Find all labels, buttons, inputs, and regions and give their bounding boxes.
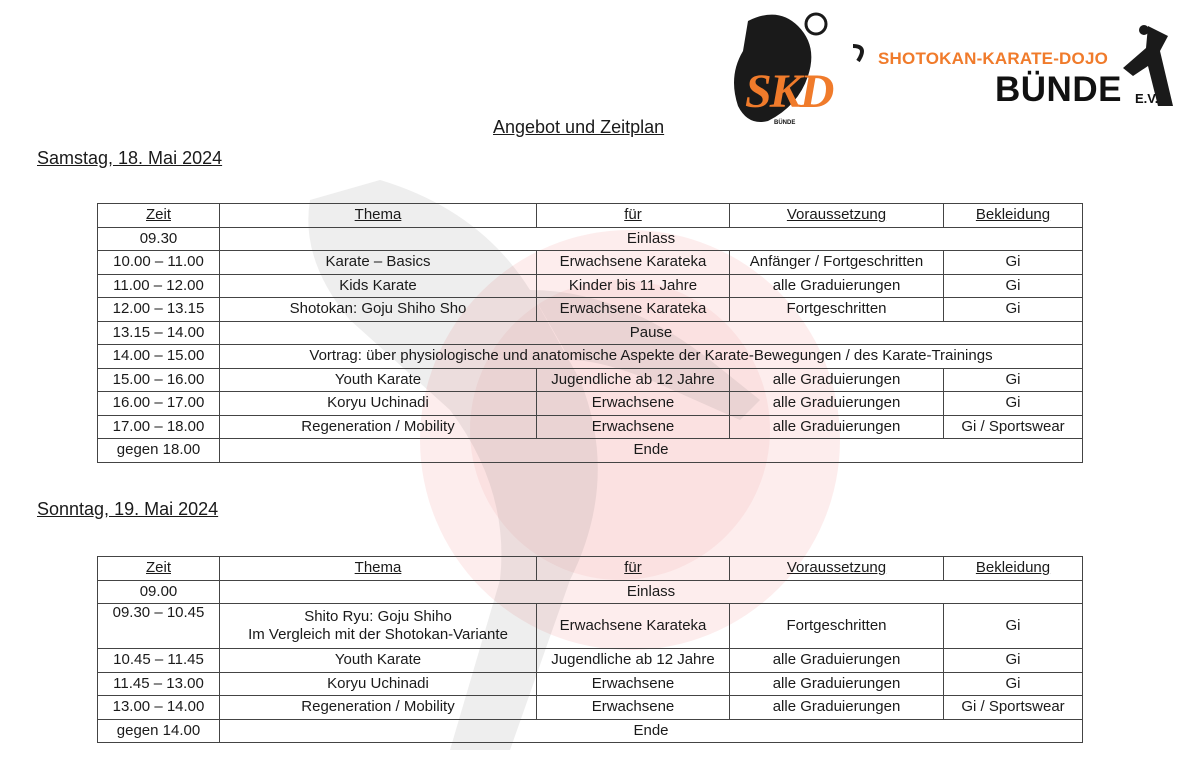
cell-bekleidung: Gi: [944, 392, 1083, 416]
cell-fuer: Erwachsene: [537, 696, 730, 720]
col-bekleidung-label: Bekleidung: [975, 206, 1051, 224]
cell-zeit: 14.00 – 15.00: [98, 345, 220, 369]
col-zeit-label: Zeit: [145, 559, 171, 577]
col-thema: [220, 204, 537, 228]
saturday-heading: Samstag, 18. Mai 2024: [37, 148, 223, 168]
table-row: [98, 580, 1083, 604]
cell-voraussetzung: Fortgeschritten: [730, 604, 944, 649]
cell-zeit: gegen 18.00: [98, 439, 220, 463]
table-header-row: [98, 204, 1083, 228]
cell-thema: Regeneration / Mobility: [220, 696, 537, 720]
cell-zeit: 09.30 – 10.45: [98, 604, 220, 649]
cell-thema: Karate – Basics: [220, 251, 537, 275]
col-fuer-label: für: [624, 559, 642, 577]
cell-bekleidung: Gi: [944, 672, 1083, 696]
table-row: [98, 696, 1083, 720]
cell-voraussetzung: alle Graduierungen: [730, 696, 944, 720]
table-row: [98, 604, 1083, 649]
table-row: [98, 672, 1083, 696]
table-row: [98, 392, 1083, 416]
cell-span: Ende: [220, 719, 1083, 743]
cell-span: Ende: [220, 439, 1083, 463]
table-row: [98, 274, 1083, 298]
table-row: [98, 251, 1083, 275]
cell-bekleidung: Gi: [944, 274, 1083, 298]
cell-zeit: 17.00 – 18.00: [98, 415, 220, 439]
sunday-heading: Sonntag, 19. Mai 2024: [37, 499, 219, 519]
col-fuer: [537, 557, 730, 581]
cell-voraussetzung: Fortgeschritten: [730, 298, 944, 322]
cell-fuer: Erwachsene: [537, 672, 730, 696]
col-zeit: [98, 204, 220, 228]
col-bekleidung: [944, 204, 1083, 228]
cell-fuer: Erwachsene Karateka: [537, 604, 730, 649]
cell-thema: Kids Karate: [220, 274, 537, 298]
col-thema: [220, 557, 537, 581]
cell-fuer: Erwachsene: [537, 415, 730, 439]
col-bekleidung-label: Bekleidung: [975, 559, 1051, 577]
cell-bekleidung: Gi: [944, 298, 1083, 322]
cell-thema-line1: Shito Ryu: Goju Shiho: [304, 608, 452, 625]
cell-voraussetzung: alle Graduierungen: [730, 672, 944, 696]
cell-fuer: Jugendliche ab 12 Jahre: [537, 649, 730, 673]
cell-span: Vortrag: über physiologische und anatomische Aspekte der Karate-Bewegungen / des Karate-Trainings: [220, 345, 1083, 369]
table-row: [98, 345, 1083, 369]
cell-bekleidung: Gi: [944, 649, 1083, 673]
col-bekleidung: [944, 557, 1083, 581]
cell-bekleidung: Gi: [944, 368, 1083, 392]
cell-zeit: 09.30: [98, 227, 220, 251]
col-fuer-label: für: [624, 206, 642, 224]
table-row: [98, 649, 1083, 673]
table-header-row: [98, 557, 1083, 581]
table-row: [98, 321, 1083, 345]
table-row: [98, 415, 1083, 439]
cell-voraussetzung: alle Graduierungen: [730, 392, 944, 416]
cell-zeit: 13.00 – 14.00: [98, 696, 220, 720]
cell-thema: Youth Karate: [220, 368, 537, 392]
logo-badge-sub: BÜNDE: [774, 120, 796, 126]
table-row: [98, 368, 1083, 392]
cell-zeit: 10.45 – 11.45: [98, 649, 220, 673]
col-thema-label: Thema: [354, 206, 402, 224]
cell-span: Einlass: [220, 227, 1083, 251]
cell-bekleidung: Gi / Sportswear: [944, 696, 1083, 720]
cell-voraussetzung: alle Graduierungen: [730, 649, 944, 673]
cell-zeit: 09.00: [98, 580, 220, 604]
cell-zeit: 13.15 – 14.00: [98, 321, 220, 345]
cell-thema: Shotokan: Goju Shiho Sho: [220, 298, 537, 322]
cell-bekleidung: Gi / Sportswear: [944, 415, 1083, 439]
cell-thema: Koryu Uchinadi: [220, 392, 537, 416]
cell-thema: [220, 604, 537, 649]
col-fuer: [537, 204, 730, 228]
table-row: [98, 227, 1083, 251]
cell-fuer: Erwachsene: [537, 392, 730, 416]
logo-line1: SHOTOKAN-KARATE-DOJO: [878, 49, 1109, 68]
col-thema-label: Thema: [354, 559, 402, 577]
cell-zeit: 12.00 – 13.15: [98, 298, 220, 322]
cell-thema: Koryu Uchinadi: [220, 672, 537, 696]
cell-voraussetzung: alle Graduierungen: [730, 274, 944, 298]
cell-zeit: 15.00 – 16.00: [98, 368, 220, 392]
col-voraussetzung: [730, 204, 944, 228]
logo-badge: SKD: [745, 65, 833, 118]
cell-fuer: Jugendliche ab 12 Jahre: [537, 368, 730, 392]
cell-zeit: gegen 14.00: [98, 719, 220, 743]
cell-bekleidung: Gi: [944, 604, 1083, 649]
cell-thema: Youth Karate: [220, 649, 537, 673]
col-voraussetzung: [730, 557, 944, 581]
logo-line3: E.V.: [1135, 91, 1159, 106]
cell-zeit: 16.00 – 17.00: [98, 392, 220, 416]
cell-fuer: Erwachsene Karateka: [537, 298, 730, 322]
cell-voraussetzung: alle Graduierungen: [730, 368, 944, 392]
cell-zeit: 11.00 – 12.00: [98, 274, 220, 298]
cell-fuer: Erwachsene Karateka: [537, 251, 730, 275]
page-title: Angebot und Zeitplan: [493, 117, 665, 137]
table-row: [98, 439, 1083, 463]
col-voraussetzung-label: Voraussetzung: [786, 559, 887, 577]
col-zeit: [98, 557, 220, 581]
cell-fuer: Kinder bis 11 Jahre: [537, 274, 730, 298]
cell-voraussetzung: alle Graduierungen: [730, 415, 944, 439]
sunday-table: [97, 556, 1083, 743]
cell-bekleidung: Gi: [944, 251, 1083, 275]
table-row: [98, 719, 1083, 743]
cell-thema-line2: Im Vergleich mit der Shotokan-Variante: [248, 626, 508, 643]
col-zeit-label: Zeit: [145, 206, 171, 224]
cell-span: Einlass: [220, 580, 1083, 604]
cell-voraussetzung: Anfänger / Fortgeschritten: [730, 251, 944, 275]
cell-zeit: 11.45 – 13.00: [98, 672, 220, 696]
table-row: [98, 298, 1083, 322]
logo-line2: BÜNDE: [995, 70, 1122, 109]
cell-thema: Regeneration / Mobility: [220, 415, 537, 439]
cell-zeit: 10.00 – 11.00: [98, 251, 220, 275]
cell-span: Pause: [220, 321, 1083, 345]
col-voraussetzung-label: Voraussetzung: [786, 206, 887, 224]
saturday-table: [97, 203, 1083, 463]
